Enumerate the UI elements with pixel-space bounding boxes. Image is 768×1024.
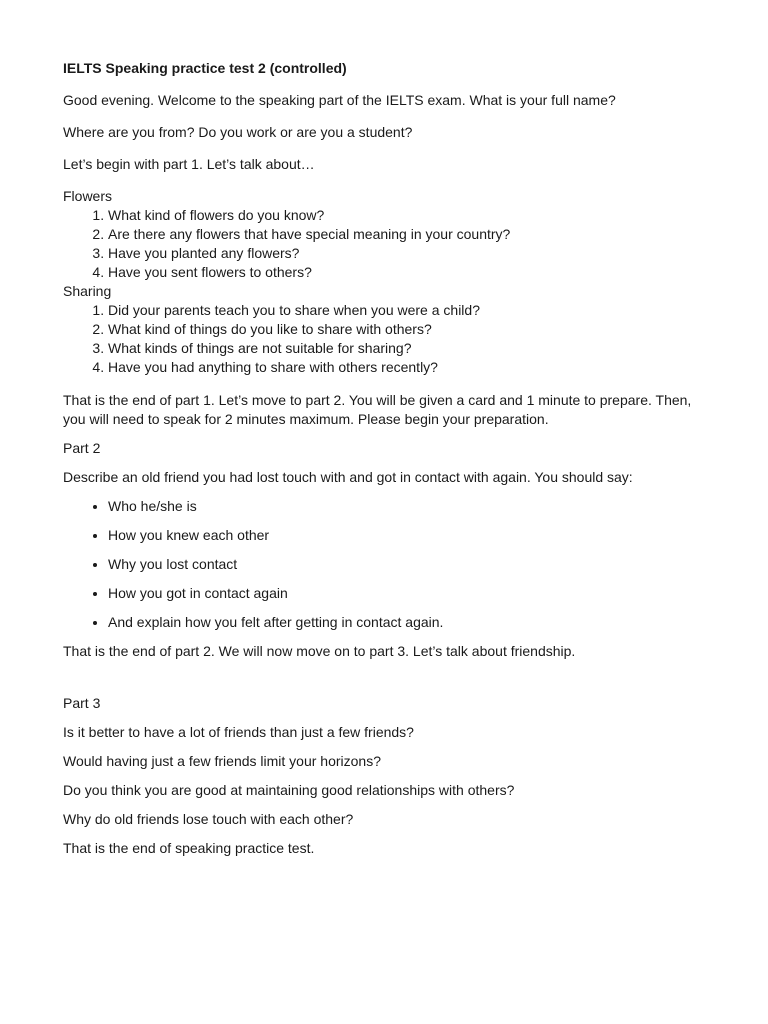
part3-heading: Part 3 xyxy=(63,695,101,711)
part3-question: Would having just a few friends limit your horizons? xyxy=(63,753,382,769)
list-item: 2. What kind of things do you like to share with others? xyxy=(108,320,708,339)
list-item: • And explain how you felt after getting in contact again. xyxy=(108,613,708,632)
list-item: 3. What kinds of things are not suitable for sharing? xyxy=(108,339,708,358)
list-item: 4. Have you sent flowers to others? xyxy=(108,263,708,282)
document-title: IELTS Speaking practice test 2 (controlled) xyxy=(63,60,347,76)
flowers-question-list xyxy=(63,206,708,282)
part1-end-text: That is the end of part 1. Let’s move to part 2. You will be given a card and 1 minute to prepare. Then, you will need to speak for 2 minutes maximum. Please begin your preparation. xyxy=(63,392,692,427)
list-item: 1. Did your parents teach you to share when you were a child? xyxy=(108,301,708,320)
topic-heading-flowers: Flowers xyxy=(63,188,113,204)
part2-cue-card-list xyxy=(63,497,708,632)
list-item: 3. Have you planted any flowers? xyxy=(108,244,708,263)
list-item: • Why you lost contact xyxy=(108,555,708,574)
list-item: • Who he/she is xyxy=(108,497,708,516)
sharing-question-list xyxy=(63,301,708,377)
part3-question: Is it better to have a lot of friends than just a few friends? xyxy=(63,724,414,740)
part2-end-text: That is the end of part 2. We will now move on to part 3. Let’s talk about friendship. xyxy=(63,643,576,659)
list-item: 1. What kind of flowers do you know? xyxy=(108,206,708,225)
part3-end-text: That is the end of speaking practice test. xyxy=(63,840,315,856)
part3-question: Do you think you are good at maintaining good relationships with others? xyxy=(63,782,515,798)
part2-prompt: Describe an old friend you had lost touch with and got in contact with again. You should say: xyxy=(63,469,633,485)
list-item: • How you knew each other xyxy=(108,526,708,545)
intro-origin-question: Where are you from? Do you work or are you a student? xyxy=(63,124,413,140)
topic-heading-sharing: Sharing xyxy=(63,283,112,299)
intro-part1-start: Let’s begin with part 1. Let’s talk about… xyxy=(63,156,315,172)
part2-heading: Part 2 xyxy=(63,440,101,456)
list-item: 2. Are there any flowers that have special meaning in your country? xyxy=(108,225,708,244)
part3-question: Why do old friends lose touch with each other? xyxy=(63,811,354,827)
intro-greeting: Good evening. Welcome to the speaking part of the IELTS exam. What is your full name? xyxy=(63,92,616,108)
list-item: 4. Have you had anything to share with others recently? xyxy=(108,358,708,377)
list-item: • How you got in contact again xyxy=(108,584,708,603)
